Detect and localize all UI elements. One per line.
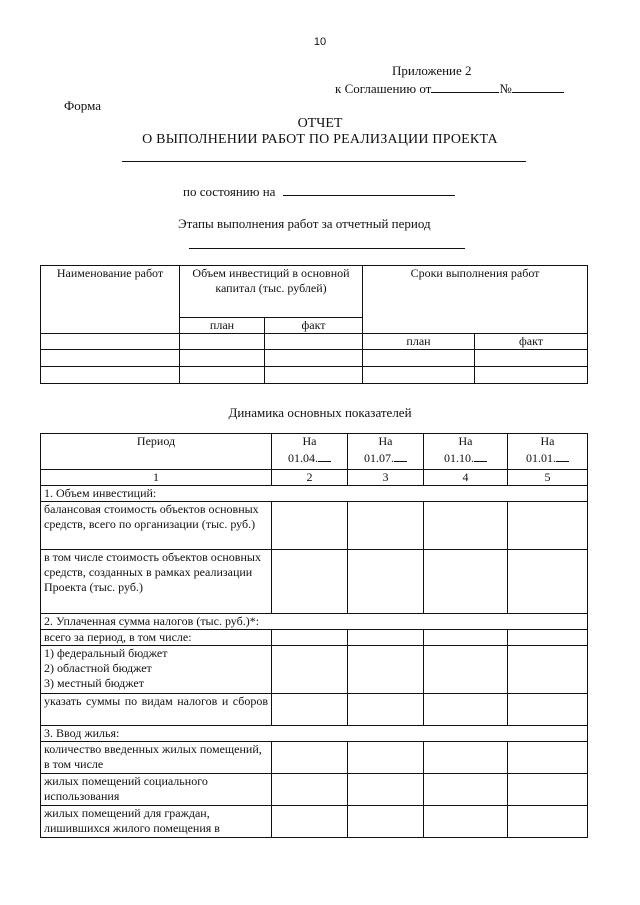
table-cell[interactable] — [424, 550, 508, 614]
table-cell[interactable] — [508, 806, 588, 838]
table-cell[interactable] — [265, 334, 363, 350]
row-label-budgets — [41, 646, 272, 694]
table-cell[interactable] — [272, 806, 348, 838]
row-label-tax-types: указать суммы по видам налогов и сборов — [41, 694, 272, 726]
agreement-prefix: к Соглашению от — [335, 81, 432, 96]
table-cell[interactable] — [41, 367, 180, 384]
as-of-date-blank[interactable] — [283, 183, 455, 196]
table-cell[interactable] — [508, 550, 588, 614]
col-number: 5 — [508, 470, 588, 486]
table-cell[interactable] — [265, 350, 363, 367]
table-cell[interactable] — [272, 742, 348, 774]
table-cell[interactable] — [348, 742, 424, 774]
dynamics-title: Динамика основных показателей — [228, 405, 412, 420]
as-of-label: по состоянию на — [183, 184, 276, 199]
page-number: 10 — [313, 36, 327, 48]
table-cell[interactable] — [508, 630, 588, 646]
section-housing: 3. Ввод жилья: — [41, 726, 588, 742]
table-cell[interactable] — [265, 367, 363, 384]
date-label: 01.01. — [526, 451, 556, 465]
col-date-2 — [348, 434, 424, 470]
table-cell[interactable] — [41, 334, 180, 350]
terms-fact-header: факт — [475, 334, 588, 350]
table-cell[interactable] — [508, 694, 588, 726]
row-label-project-assets: в том числе стоимость объектов основных средств, созданных в рамках реализации Проекта (тыс. руб.) — [41, 550, 272, 614]
table-cell[interactable] — [475, 367, 588, 384]
report-subtitle: О ВЫПОЛНЕНИИ РАБОТ ПО РЕАЛИЗАЦИИ ПРОЕКТА — [142, 132, 498, 147]
table-cell[interactable] — [348, 806, 424, 838]
row-label-social-housing: жилых помещений социального использования — [41, 774, 272, 806]
table-cell[interactable] — [348, 550, 424, 614]
as-of-line — [183, 183, 455, 200]
year-blank[interactable] — [318, 449, 331, 462]
table-cell[interactable] — [272, 774, 348, 806]
row-label-total-period: всего за период, в том числе: — [41, 630, 272, 646]
table-cell[interactable] — [508, 502, 588, 550]
agreement-date-blank[interactable] — [431, 80, 499, 93]
table-cell[interactable] — [424, 774, 508, 806]
col-period: Период — [41, 434, 272, 470]
col-number: 4 — [424, 470, 508, 486]
period-blank[interactable] — [189, 248, 465, 249]
table-cell[interactable] — [424, 742, 508, 774]
col-date-3 — [424, 434, 508, 470]
row-label-displaced-housing: жилых помещений для граждан, лишившихся жилого помещения в — [41, 806, 272, 838]
agreement-number-blank[interactable] — [512, 80, 564, 93]
table-cell[interactable] — [508, 742, 588, 774]
table-cell[interactable] — [363, 350, 475, 367]
on-label: На — [458, 434, 473, 448]
table-cell[interactable] — [180, 367, 265, 384]
col-terms: Сроки выполнения работ — [363, 266, 588, 334]
table-cell[interactable] — [424, 646, 508, 694]
on-label: На — [540, 434, 555, 448]
date-label: 01.07. — [364, 451, 394, 465]
table-cell[interactable] — [180, 350, 265, 367]
on-label: На — [378, 434, 393, 448]
budget-regional: 2) областной бюджет — [44, 661, 152, 675]
row-label-housing-count: количество введенных жилых помещений, в том числе — [41, 742, 272, 774]
col-investment: Объем инвестиций в основной капитал (тыс. рублей) — [180, 266, 363, 318]
table-cell[interactable] — [424, 806, 508, 838]
table-cell[interactable] — [508, 774, 588, 806]
inv-plan-header: план — [180, 318, 265, 334]
terms-plan-header: план — [363, 334, 475, 350]
table-cell[interactable] — [424, 694, 508, 726]
table-cell[interactable] — [508, 646, 588, 694]
table-cell[interactable] — [272, 694, 348, 726]
form-label: Форма — [64, 98, 101, 113]
table-cell[interactable] — [348, 630, 424, 646]
report-title: ОТЧЕТ — [297, 116, 343, 131]
table-cell[interactable] — [272, 646, 348, 694]
year-blank[interactable] — [394, 449, 407, 462]
row-label-balance-value: балансовая стоимость объектов основных средств, всего по организации (тыс. руб.) — [41, 502, 272, 550]
project-name-blank[interactable] — [122, 161, 526, 162]
table-cell[interactable] — [348, 502, 424, 550]
table-cell[interactable] — [272, 502, 348, 550]
table-cell[interactable] — [424, 502, 508, 550]
col-number: 2 — [272, 470, 348, 486]
on-label: На — [302, 434, 317, 448]
inv-fact-header: факт — [265, 318, 363, 334]
indicators-table — [40, 433, 588, 838]
appendix-label: Приложение 2 — [392, 63, 472, 78]
table-cell[interactable] — [348, 774, 424, 806]
table-cell[interactable] — [363, 367, 475, 384]
date-label: 01.04. — [288, 451, 318, 465]
col-work-name: Наименование работ — [41, 266, 180, 334]
col-date-1 — [272, 434, 348, 470]
budget-local: 3) местный бюджет — [44, 676, 144, 690]
table-cell[interactable] — [272, 550, 348, 614]
year-blank[interactable] — [474, 449, 487, 462]
col-number: 3 — [348, 470, 424, 486]
table-cell[interactable] — [41, 350, 180, 367]
col-date-4 — [508, 434, 588, 470]
col-number: 1 — [41, 470, 272, 486]
table-cell[interactable] — [180, 334, 265, 350]
stages-table — [40, 265, 588, 384]
table-cell[interactable] — [348, 646, 424, 694]
date-label: 01.10. — [444, 451, 474, 465]
table-cell[interactable] — [272, 630, 348, 646]
number-sign: № — [499, 81, 512, 96]
section-investment: 1. Объем инвестиций: — [41, 486, 588, 502]
table-cell[interactable] — [424, 630, 508, 646]
stages-label: Этапы выполнения работ за отчетный период — [178, 216, 431, 231]
section-taxes: 2. Уплаченная сумма налогов (тыс. руб.)*: — [41, 614, 588, 630]
budget-federal: 1) федеральный бюджет — [44, 646, 168, 660]
table-cell[interactable] — [348, 694, 424, 726]
table-cell[interactable] — [475, 350, 588, 367]
agreement-line — [335, 80, 564, 97]
year-blank[interactable] — [556, 449, 569, 462]
